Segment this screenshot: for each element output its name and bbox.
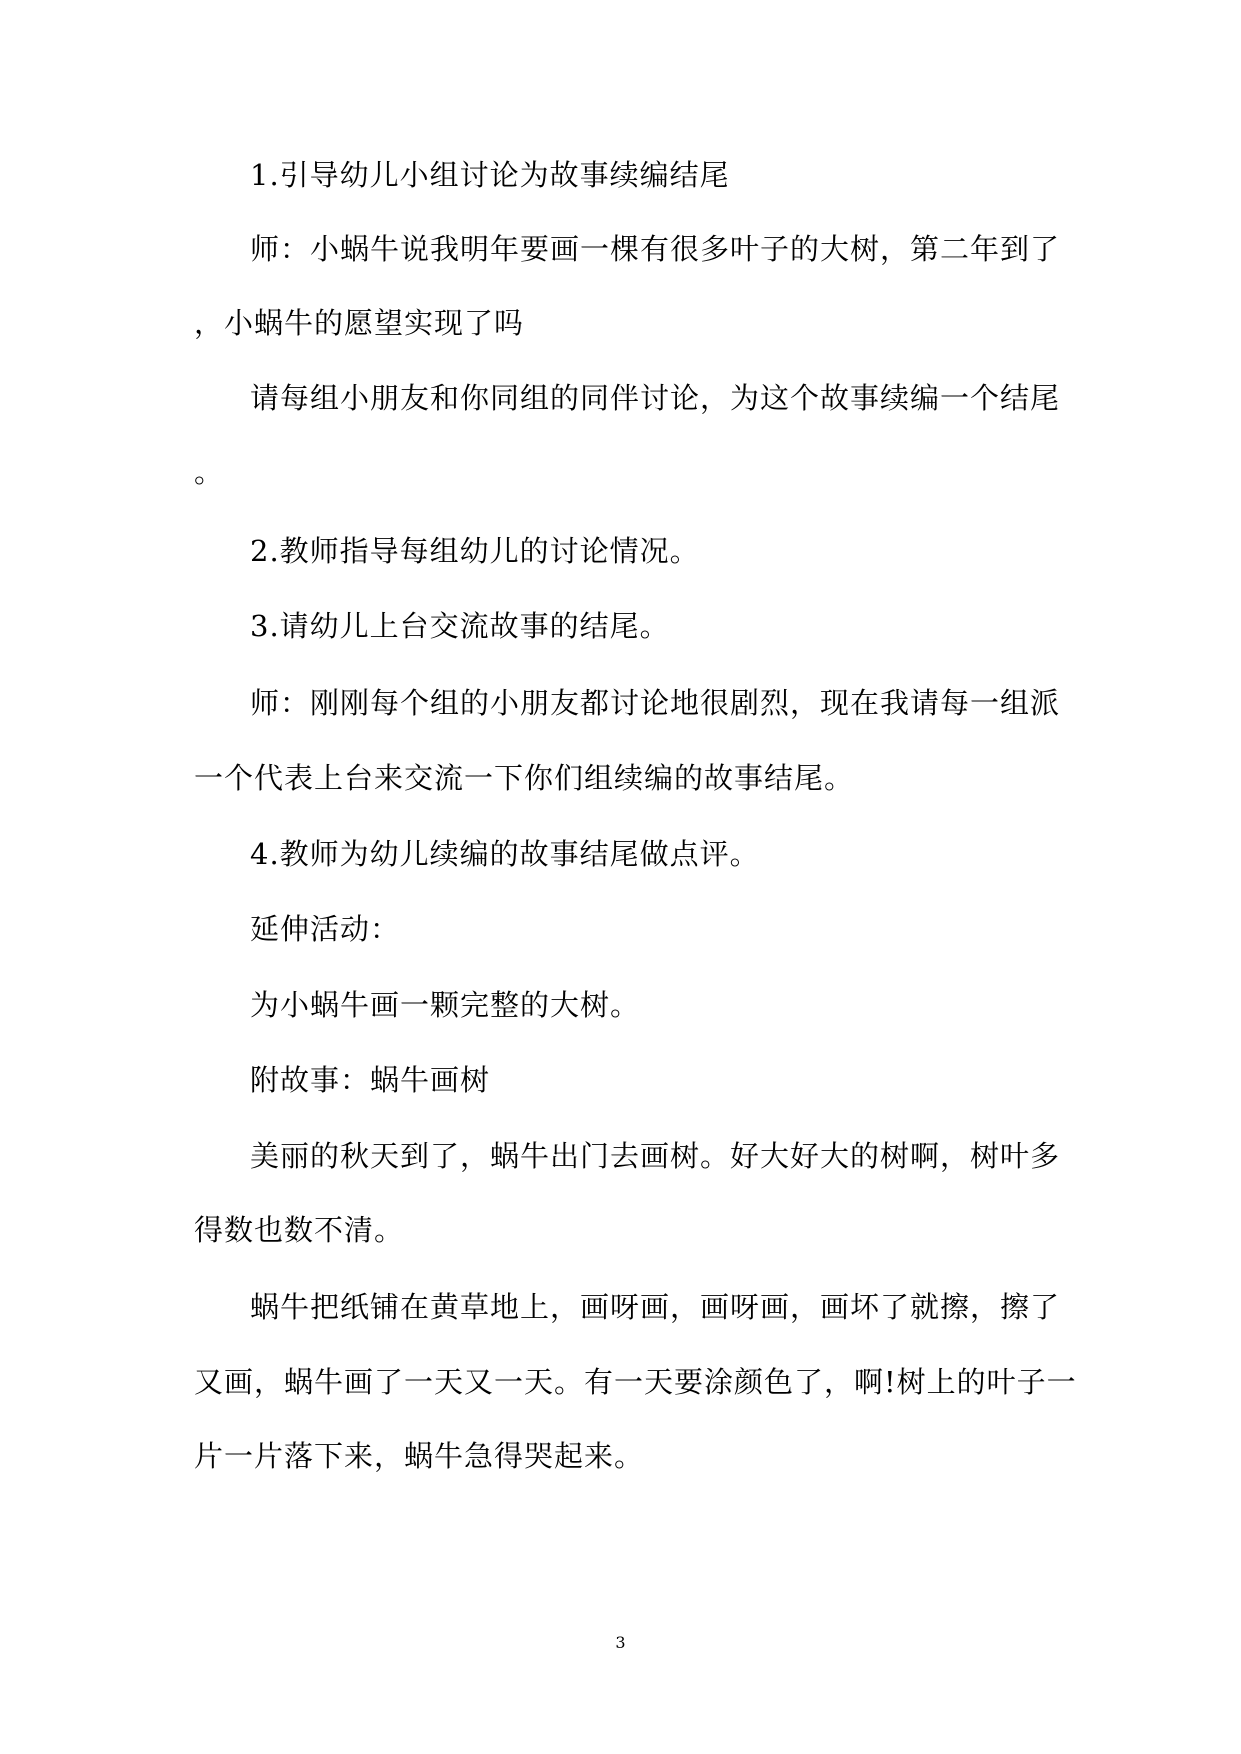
paragraph-line: 。	[194, 455, 225, 489]
paragraph-line: 2.教师指导每组幼儿的讨论情况。	[250, 534, 700, 568]
paragraph-line: 美丽的秋天到了，蜗牛出门去画树。好大好大的树啊，树叶多	[250, 1139, 1061, 1173]
paragraph-line: 附故事：蜗牛画树	[250, 1063, 491, 1097]
paragraph-line: 4.教师为幼儿续编的故事结尾做点评。	[250, 837, 760, 871]
page-number: 3	[615, 1633, 626, 1652]
paragraph-line: 一个代表上台来交流一下你们组续编的故事结尾。	[194, 761, 855, 795]
paragraph-line: 3.请幼儿上台交流故事的结尾。	[250, 609, 670, 643]
paragraph-line: 1.引导幼儿小组讨论为故事续编结尾	[250, 158, 730, 192]
paragraph-line: 师：刚刚每个组的小朋友都讨论地很剧烈，现在我请每一组派	[250, 686, 1061, 720]
paragraph-line: 延伸活动：	[250, 912, 401, 946]
paragraph-line: ，小蜗牛的愿望实现了吗	[194, 306, 525, 340]
paragraph-line: 师：小蜗牛说我明年要画一棵有很多叶子的大树，第二年到了	[250, 232, 1061, 266]
paragraph-line: 片一片落下来，蜗牛急得哭起来。	[194, 1439, 645, 1473]
paragraph-line: 蜗牛把纸铺在黄草地上，画呀画，画呀画，画坏了就擦，擦了	[250, 1290, 1061, 1324]
paragraph-line: 又画，蜗牛画了一天又一天。有一天要涂颜色了，啊!树上的叶子一	[194, 1365, 1077, 1399]
paragraph-line: 为小蜗牛画一颗完整的大树。	[250, 988, 641, 1022]
paragraph-line: 得数也数不清。	[194, 1213, 405, 1247]
paragraph-line: 请每组小朋友和你同组的同伴讨论，为这个故事续编一个结尾	[250, 381, 1061, 415]
